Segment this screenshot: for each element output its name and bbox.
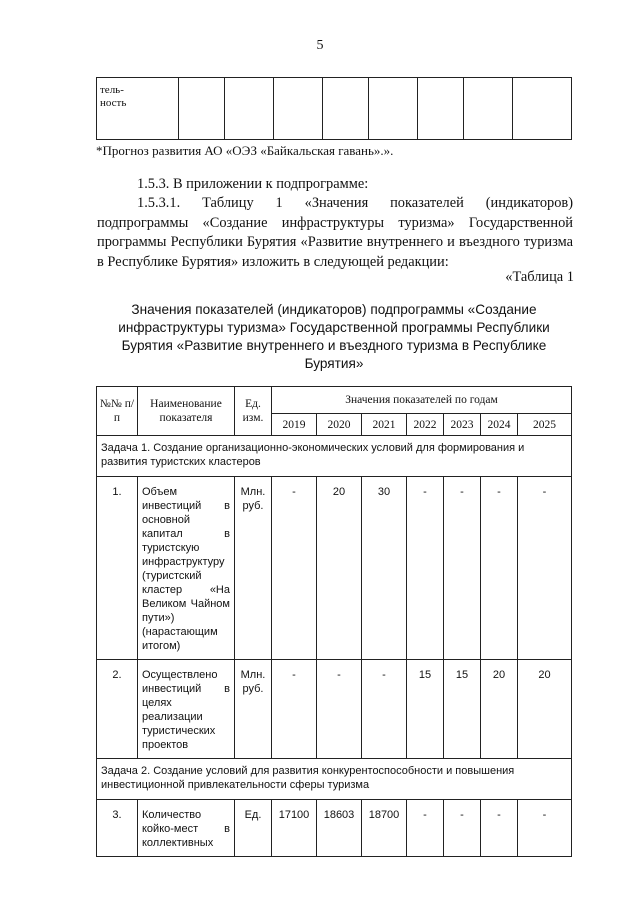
page-number: 5 bbox=[316, 38, 324, 53]
header-name: Наименование показателя bbox=[138, 387, 235, 436]
table-label: «Таблица 1 bbox=[505, 269, 574, 285]
row-2-name: Осуществлено инвестиций в целях реализации туристических проектов bbox=[138, 660, 235, 759]
row-2-value: 15 bbox=[444, 660, 481, 759]
table-cell bbox=[323, 78, 369, 140]
task-2-row: Задача 2. Создание условий для развития конкурентоспособности и повышения инвестиционной привлекательности сферы туризма bbox=[97, 759, 572, 800]
indicators-table bbox=[96, 386, 572, 857]
row-2-value: 20 bbox=[518, 660, 572, 759]
paragraph: 1.5.3. В приложении к подпрограмме: bbox=[137, 176, 369, 192]
row-1-value: - bbox=[481, 477, 518, 660]
row-2-value: - bbox=[272, 660, 317, 759]
row-3-value: 18700 bbox=[362, 800, 407, 857]
paragraph: 1.5.3.1. Таблицу 1 «Значения показателей (индикаторов) подпрограммы «Создание инфраструктуры туризма» Государственной программы Республики Бурятия «Развитие внутреннего и въездного туризма в Республике Бурятия» изложить в следующей редакции: bbox=[97, 195, 573, 270]
row-3-value: - bbox=[444, 800, 481, 857]
table-cell bbox=[274, 78, 323, 140]
table-cell bbox=[418, 78, 464, 140]
row-3-value: - bbox=[407, 800, 444, 857]
row-1-value: - bbox=[518, 477, 572, 660]
year-2024: 2024 bbox=[481, 414, 518, 436]
year-2019: 2019 bbox=[272, 414, 317, 436]
row-1-value: 30 bbox=[362, 477, 407, 660]
row-3-value: - bbox=[481, 800, 518, 857]
row-1-value: 20 bbox=[317, 477, 362, 660]
task-1-row: Задача 1. Создание организационно-экономических условий для формирования и развития туристских кластеров bbox=[97, 436, 572, 477]
row-3-value: - bbox=[518, 800, 572, 857]
continued-table-fragment bbox=[96, 77, 572, 140]
table-cell bbox=[225, 78, 274, 140]
row-1-unit: Млн. руб. bbox=[235, 477, 272, 660]
row-1-value: - bbox=[444, 477, 481, 660]
row-3-value: 18603 bbox=[317, 800, 362, 857]
row-3-name: Количество койко-мест в коллективных bbox=[138, 800, 235, 857]
footnote: *Прогноз развития АО «ОЭЗ «Байкальская гавань».». bbox=[96, 143, 394, 158]
row-1-value: - bbox=[272, 477, 317, 660]
row-2-value: 15 bbox=[407, 660, 444, 759]
row-1-name: Объем инвестиций в основной капитал в туристскую инфраструктуру (туристский кластер «На Великом Чайном пути») (нарастающим итогом) bbox=[138, 477, 235, 660]
year-2021: 2021 bbox=[362, 414, 407, 436]
row-2-value: - bbox=[317, 660, 362, 759]
table-cell bbox=[513, 78, 572, 140]
year-2022: 2022 bbox=[407, 414, 444, 436]
year-2023: 2023 bbox=[444, 414, 481, 436]
row-3-num: 3. bbox=[97, 800, 138, 857]
row-2-num: 2. bbox=[97, 660, 138, 759]
table-cell bbox=[179, 78, 225, 140]
header-values: Значения показателей по годам bbox=[272, 387, 572, 414]
row-2-value: - bbox=[362, 660, 407, 759]
header-unit: Ед. изм. bbox=[235, 387, 272, 436]
row-2-unit: Млн. руб. bbox=[235, 660, 272, 759]
table-cell bbox=[464, 78, 513, 140]
row-1-num: 1. bbox=[97, 477, 138, 660]
row-3-value: 17100 bbox=[272, 800, 317, 857]
year-2025: 2025 bbox=[518, 414, 572, 436]
year-2020: 2020 bbox=[317, 414, 362, 436]
row-2-value: 20 bbox=[481, 660, 518, 759]
row-3-unit: Ед. bbox=[235, 800, 272, 857]
header-num: №№ п/п bbox=[97, 387, 138, 436]
table-cell bbox=[369, 78, 418, 140]
table-title: Значения показателей (индикаторов) подпрограммы «Создание инфраструктуры туризма» Государственной программы Республики Бурятия «Развитие внутреннего и въездного туризма в Республике Бурятия» bbox=[118, 302, 550, 371]
table-cell: тель- ность bbox=[97, 78, 179, 140]
row-1-value: - bbox=[407, 477, 444, 660]
